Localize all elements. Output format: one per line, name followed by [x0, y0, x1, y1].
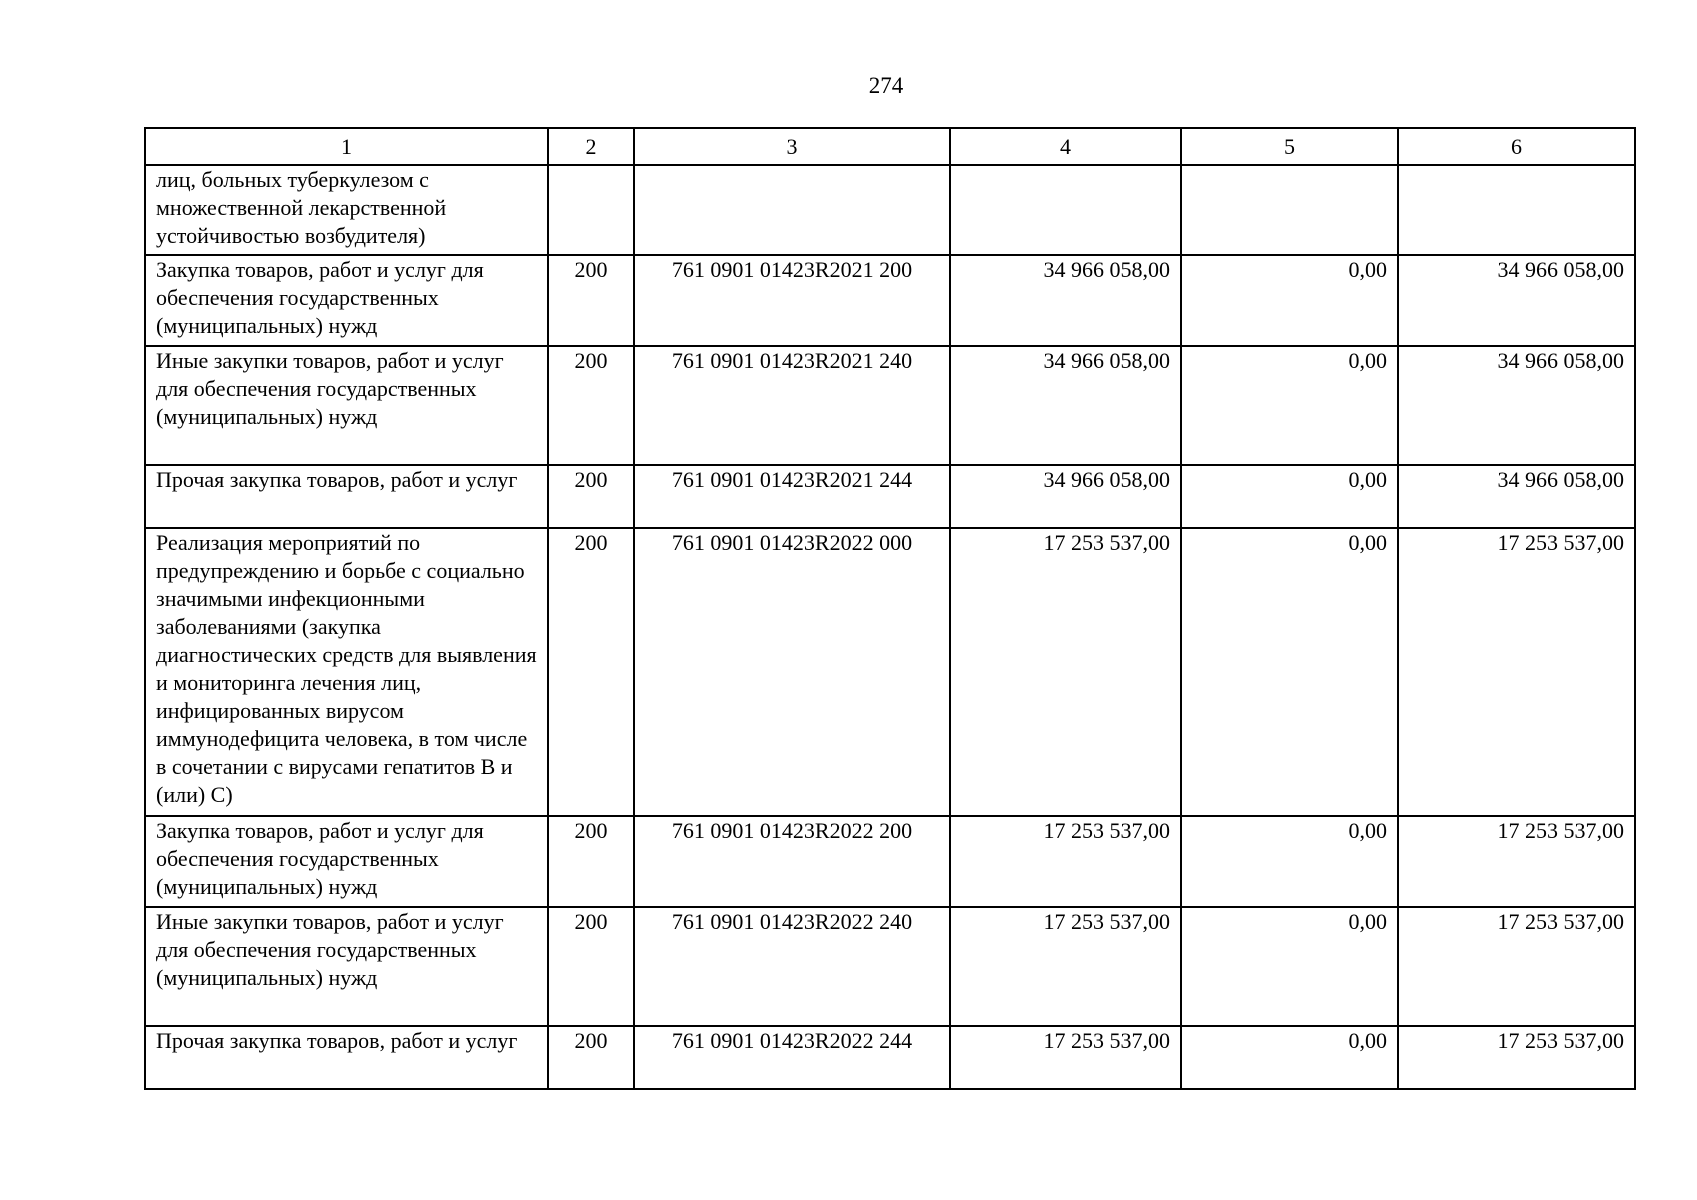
row-value-5-cell: 0,00 — [1181, 255, 1398, 346]
row-name-cell: Закупка товаров, работ и услуг для обеспечения государственных (муниципальных) нужд — [145, 816, 548, 907]
row-value-4-cell: 17 253 537,00 — [950, 907, 1181, 1026]
row-value-6-cell: 34 966 058,00 — [1398, 346, 1635, 465]
table-row — [145, 907, 1635, 1026]
table-row — [145, 1026, 1635, 1089]
row-value-6-cell: 17 253 537,00 — [1398, 907, 1635, 1026]
row-value-5-cell: 0,00 — [1181, 465, 1398, 528]
row-name-cell: Прочая закупка товаров, работ и услуг — [145, 1026, 548, 1089]
row-value-4-cell: 17 253 537,00 — [950, 1026, 1181, 1089]
table-row — [145, 465, 1635, 528]
row-value-6-cell: 17 253 537,00 — [1398, 816, 1635, 907]
row-value-4-cell: 34 966 058,00 — [950, 255, 1181, 346]
budget-table — [144, 127, 1636, 1090]
row-value-4-cell: 17 253 537,00 — [950, 528, 1181, 816]
table-row — [145, 165, 1635, 255]
row-value-6-cell: 34 966 058,00 — [1398, 255, 1635, 346]
row-value-5-cell: 0,00 — [1181, 907, 1398, 1026]
row-value-4-cell: 34 966 058,00 — [950, 465, 1181, 528]
column-header-1: 1 — [145, 128, 548, 165]
row-name-cell: Закупка товаров, работ и услуг для обеспечения государственных (муниципальных) нужд — [145, 255, 548, 346]
row-name-cell: Иные закупки товаров, работ и услуг для обеспечения государственных (муниципальных) нужд — [145, 346, 548, 465]
row-code-cell: 200 — [548, 907, 634, 1026]
row-kbk-cell: 761 0901 01423R2021 240 — [634, 346, 950, 465]
row-name-cell: лиц, больных туберкулезом с множественной лекарственной устойчивостью возбудителя) — [145, 165, 548, 255]
column-header-4: 4 — [950, 128, 1181, 165]
row-kbk-cell: 761 0901 01423R2022 000 — [634, 528, 950, 816]
row-kbk-cell: 761 0901 01423R2021 244 — [634, 465, 950, 528]
row-name-cell: Иные закупки товаров, работ и услуг для обеспечения государственных (муниципальных) нужд — [145, 907, 548, 1026]
table-row — [145, 528, 1635, 816]
column-header-6: 6 — [1398, 128, 1635, 165]
row-code-cell — [548, 165, 634, 255]
row-code-cell: 200 — [548, 346, 634, 465]
row-value-4-cell: 34 966 058,00 — [950, 346, 1181, 465]
row-value-5-cell: 0,00 — [1181, 816, 1398, 907]
row-code-cell: 200 — [548, 528, 634, 816]
row-value-6-cell — [1398, 165, 1635, 255]
row-value-5-cell: 0,00 — [1181, 1026, 1398, 1089]
row-kbk-cell: 761 0901 01423R2022 200 — [634, 816, 950, 907]
row-kbk-cell — [634, 165, 950, 255]
page-number: 274 — [868, 73, 904, 98]
row-value-4-cell — [950, 165, 1181, 255]
column-header-3: 3 — [634, 128, 950, 165]
row-kbk-cell: 761 0901 01423R2022 240 — [634, 907, 950, 1026]
row-value-4-cell: 17 253 537,00 — [950, 816, 1181, 907]
row-code-cell: 200 — [548, 816, 634, 907]
row-kbk-cell: 761 0901 01423R2022 244 — [634, 1026, 950, 1089]
table-header-row — [145, 128, 1635, 165]
table-row — [145, 816, 1635, 907]
column-header-2: 2 — [548, 128, 634, 165]
table-row — [145, 346, 1635, 465]
table-row — [145, 255, 1635, 346]
row-value-5-cell: 0,00 — [1181, 528, 1398, 816]
row-value-5-cell — [1181, 165, 1398, 255]
row-code-cell: 200 — [548, 465, 634, 528]
row-code-cell: 200 — [548, 1026, 634, 1089]
row-name-cell: Прочая закупка товаров, работ и услуг — [145, 465, 548, 528]
row-value-5-cell: 0,00 — [1181, 346, 1398, 465]
row-value-6-cell: 34 966 058,00 — [1398, 465, 1635, 528]
row-value-6-cell: 17 253 537,00 — [1398, 1026, 1635, 1089]
row-code-cell: 200 — [548, 255, 634, 346]
column-header-5: 5 — [1181, 128, 1398, 165]
row-kbk-cell: 761 0901 01423R2021 200 — [634, 255, 950, 346]
row-name-cell: Реализация мероприятий по предупреждению и борьбе с социально значимыми инфекционными заболеваниями (закупка диагностических средств для выявления и мониторинга лечения лиц, инфицированных вирусом иммунодефицита человека, в том числе в сочетании с вирусами гепатитов B и (или) C) — [145, 528, 548, 816]
row-value-6-cell: 17 253 537,00 — [1398, 528, 1635, 816]
